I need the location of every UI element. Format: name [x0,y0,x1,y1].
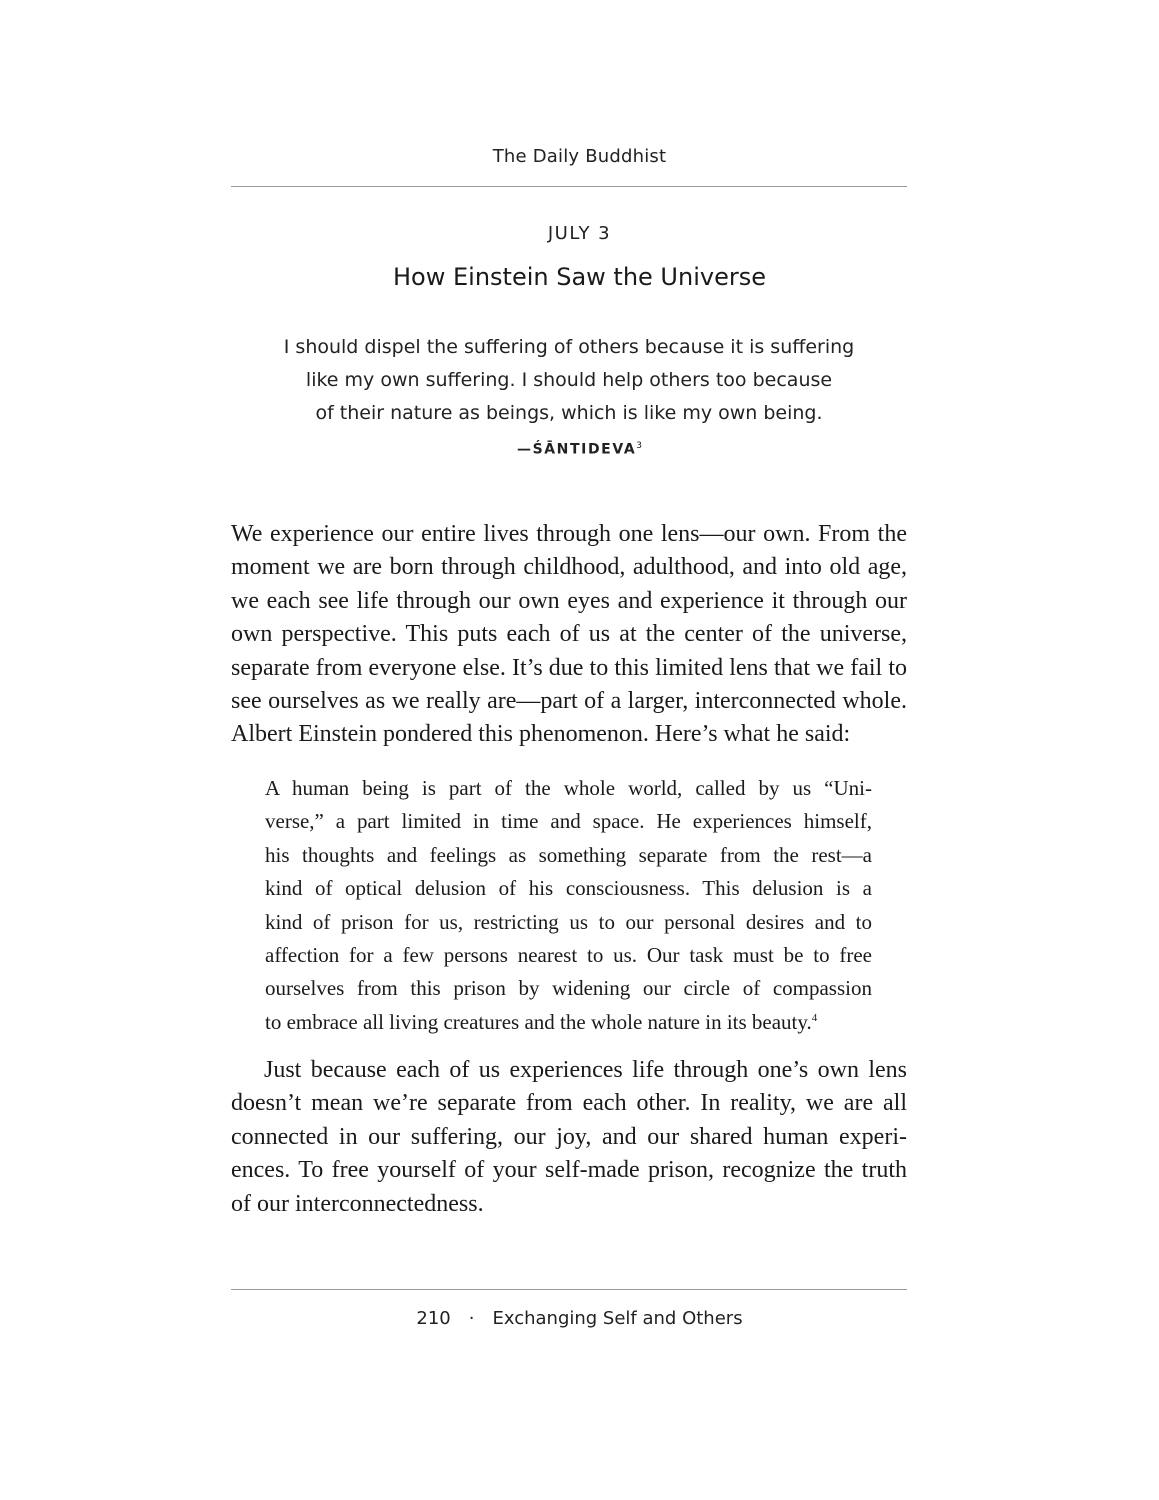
quote-line: A human being is part of the whole world, called by us “Uni- [265,776,872,800]
paragraph-line: moment we are born through childhood, adulthood, and into old age, [231,554,907,581]
header-rule [231,186,907,187]
paragraph-line: doesn’t mean we’re separate from each other. In reality, we are all [231,1090,907,1117]
epigraph-line: I should dispel the suffering of others because it is suffering [283,336,855,358]
attribution-name: —ŚĀNTIDEVA [516,441,637,458]
entry-title: How Einstein Saw the Universe [393,263,766,291]
attribution-footnote-marker: 3 [636,441,643,451]
quote-footnote-marker: 4 [811,1011,818,1024]
footer-separator: · [468,1308,475,1329]
page-number: 210 [416,1308,451,1329]
body-paragraph-1 [231,518,907,752]
paragraph-line: ences. To free yourself of your self-made prison, recognize the truth [231,1157,907,1184]
paragraph-line: connected in our suffering, our joy, and our shared human experi- [231,1123,907,1150]
paragraph-line: of our interconnectedness. [231,1190,484,1217]
entry-date: JULY 3 [547,223,612,244]
epigraph-line: of their nature as beings, which is like my own being. [315,402,823,424]
section-title: Exchanging Self and Others [492,1308,743,1329]
einstein-quote [265,772,872,1039]
epigraph-attribution [0,441,1159,458]
quote-line: affection for a few persons nearest to us. Our task must be to free [265,943,872,968]
paragraph-line: Albert Einstein pondered this phenomenon. Here’s what he said: [231,721,851,748]
quote-line: his thoughts and feelings as something separate from the rest—a [265,842,872,867]
page-footer [0,1308,1159,1329]
quote-line: verse,” a part limited in time and space. He experiences himself, [265,809,872,834]
body-paragraph-2 [231,1054,907,1221]
quote-line [265,1006,872,1039]
epigraph [231,331,907,430]
paragraph-line: see ourselves as we really are—part of a larger, interconnected whole. [231,688,907,715]
paragraph-line: we each see life through our own eyes and experience it through our [231,587,907,614]
quote-line: kind of prison for us, restricting us to our personal desires and to [265,909,872,934]
quote-line: kind of optical delusion of his consciousness. This delusion is a [265,876,872,901]
epigraph-line: like my own suffering. I should help others too because [305,369,833,391]
quote-line: ourselves from this prison by widening our circle of compassion [265,976,872,1001]
paragraph-line: separate from everyone else. It’s due to this limited lens that we fail to [231,654,907,681]
paragraph-line: own perspective. This puts each of us at the center of the universe, [231,621,907,648]
paragraph-line: We experience our entire lives through one lens—our own. From the [231,521,907,547]
quote-last-text: to embrace all living creatures and the whole nature in its beauty. [265,1009,812,1034]
running-head: The Daily Buddhist [492,146,667,167]
footer-rule [231,1289,907,1290]
paragraph-line: Just because each of us experiences life through one’s own lens [264,1057,907,1083]
